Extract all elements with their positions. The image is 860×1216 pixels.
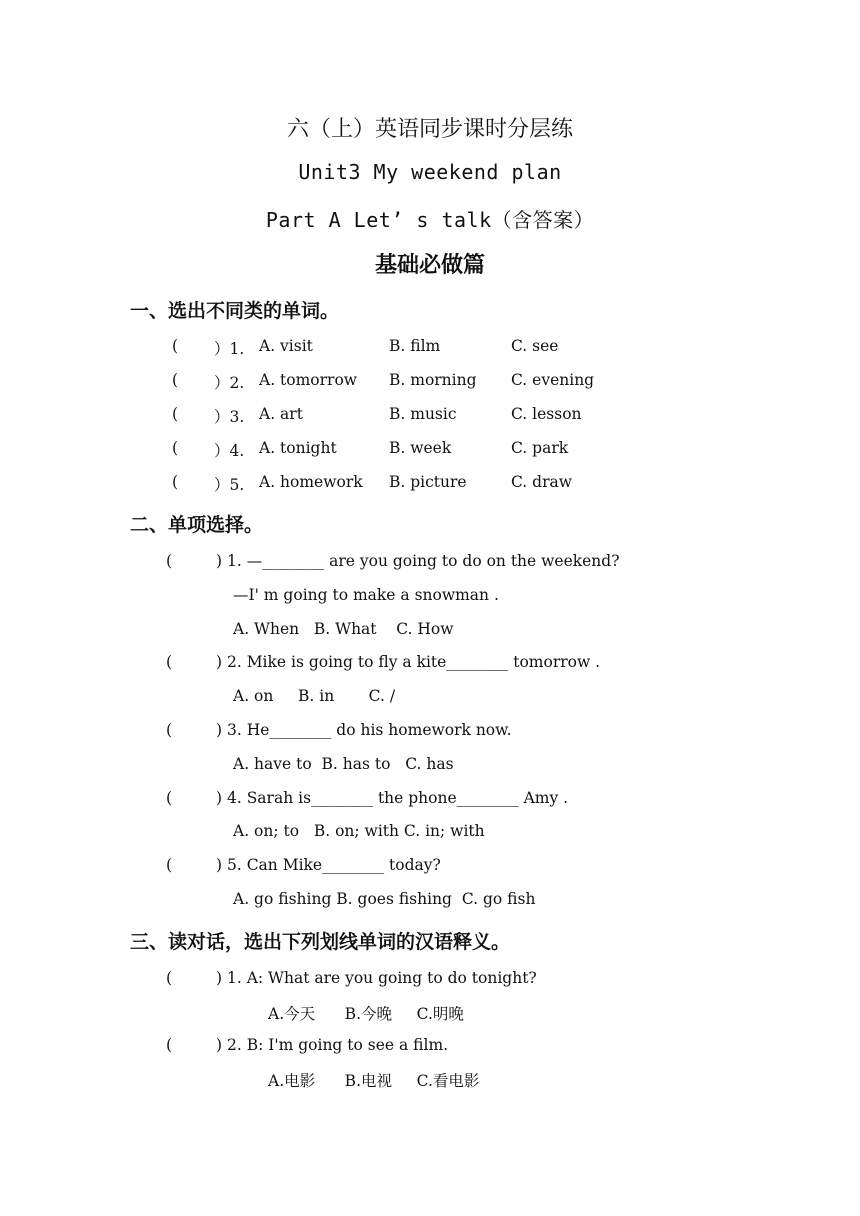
question-options: A. go fishing B. goes fishing C. go fish	[233, 890, 536, 908]
item-number: ）3.	[214, 408, 245, 426]
question-options: A. have to B. has to C. has	[233, 755, 454, 773]
answer-paren: (	[166, 653, 173, 671]
option-b: B. morning	[389, 371, 477, 389]
question-text: ) 4. Sarah is________ the phone________ Amy .	[216, 789, 569, 807]
question-text: ) 2. Mike is going to fly a kite________ tomorrow .	[216, 653, 601, 671]
answer-paren: (	[166, 789, 173, 807]
question-options: A.电影 B.电视 C.看电影	[268, 1072, 480, 1090]
option-a: A. tomorrow	[259, 371, 358, 389]
answer-paren: (	[166, 552, 173, 570]
option-c: C. see	[511, 337, 559, 355]
item-number: ）1.	[214, 340, 245, 358]
option-c: C. evening	[511, 371, 595, 389]
option-a: A. homework	[259, 473, 363, 491]
option-a: A. visit	[259, 337, 313, 355]
answer-paren: (	[172, 371, 179, 389]
question-options: A. When B. What C. How	[233, 620, 454, 638]
option-c: C. lesson	[511, 405, 582, 423]
answer-paren: (	[166, 1036, 173, 1054]
answer-paren: (	[166, 856, 173, 874]
option-b: B. music	[389, 405, 457, 423]
question-options: A.今天 B.今晚 C.明晚	[268, 1005, 464, 1023]
unit-title: Unit3 My weekend plan	[298, 160, 562, 184]
section1-heading: 一、选出不同类的单词。	[130, 300, 340, 322]
answer-paren: (	[166, 721, 173, 739]
question-text: ) 2. B: I'm going to see a film.	[216, 1036, 449, 1054]
item-number: ）2.	[214, 374, 245, 392]
option-c: C. park	[511, 439, 569, 457]
answer-paren: (	[172, 337, 179, 355]
section3-heading: 三、读对话，选出下列划线单词的汉语释义。	[130, 931, 511, 953]
option-b: B. film	[389, 337, 441, 355]
question-text: ) 5. Can Mike________ today?	[216, 856, 441, 874]
item-number: ）4.	[214, 442, 245, 460]
answer-paren: (	[172, 439, 179, 457]
worksheet-title: 六（上）英语同步课时分层练	[286, 117, 573, 142]
part-title: Part A Let’ s talk（含答案）	[265, 208, 595, 232]
question-text-2: —I' m going to make a snowman .	[233, 586, 499, 604]
option-b: B. picture	[389, 473, 467, 491]
question-text: ) 1. A: What are you going to do tonight?	[216, 969, 537, 987]
section2-heading: 二、单项选择。	[130, 514, 264, 536]
answer-paren: (	[172, 405, 179, 423]
question-text: ) 1. —________ are you going to do on the weekend?	[216, 552, 620, 570]
answer-paren: (	[166, 969, 173, 987]
question-text: ) 3. He________ do his homework now.	[216, 721, 512, 739]
item-number: ）5.	[214, 476, 245, 494]
option-a: A. art	[259, 405, 303, 423]
option-c: C. draw	[511, 473, 573, 491]
level-title: 基础必做篇	[374, 253, 485, 278]
question-options: A. on B. in C. /	[233, 687, 396, 705]
answer-paren: (	[172, 473, 179, 491]
question-options: A. on; to B. on; with C. in; with	[233, 822, 485, 840]
option-b: B. week	[389, 439, 452, 457]
option-a: A. tonight	[259, 439, 337, 457]
